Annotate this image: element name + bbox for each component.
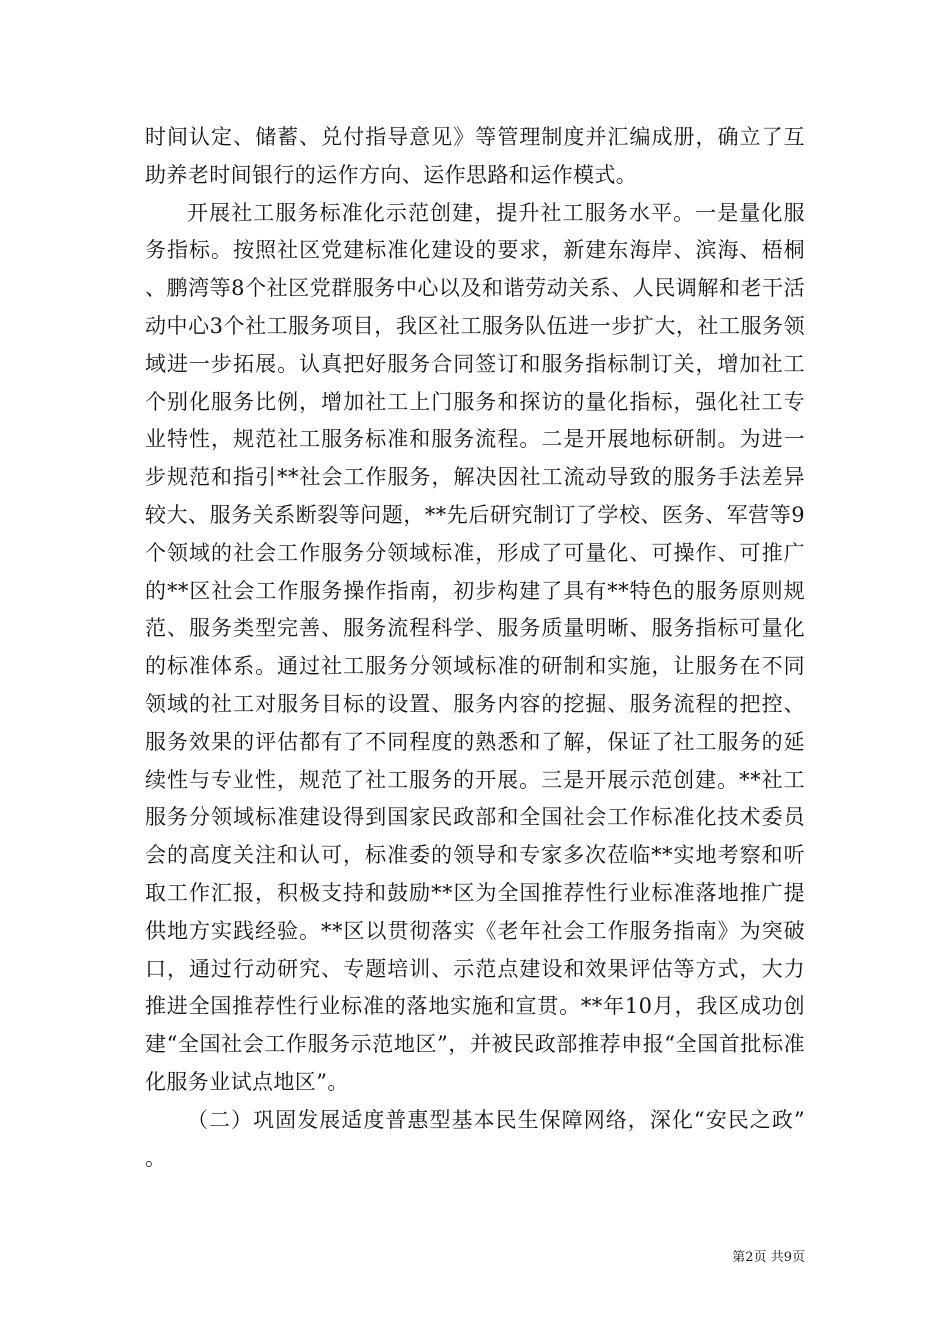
paragraph-continued: 时间认定、储蓄、兑付指导意见》等管理制度并汇编成册，确立了互助养老时间银行的运作方向、运作思路和运作模式。 (145, 125, 805, 187)
paragraph-social-work-standardization: 开展社工服务标准化示范创建，提升社工服务水平。一是量化服务指标。按照社区党建标准化建设的要求，新建东海岸、滨海、梧桐、鹏湾等8个社区党群服务中心以及和谐劳动关系、人民调解和老干活动中心3个社工服务项目，我区社工服务队伍进一步扩大，社工服务领域进一步拓展。认真把好服务合同签订和服务指标制订关，增加社工个别化服务比例，增加社工上门服务和探访的量化指标，强化社工专业特性，规范社工服务标准和服务流程。二是开展地标研制。为进一步规范和指引**社会工作服务，解决因社工流动导致的服务手法差异较大、服务关系断裂等问题，**先后研究制订了学校、医务、军营等9个领域的社会工作服务分领域标准，形成了可量化、可操作、可推广的**区社会工作服务操作指南，初步构建了具有**特色的服务原则规范、服务类型完善、服务流程科学、服务质量明晰、服务指标可量化的标准体系。通过社工服务分领域标准的研制和实施，让服务在不同领域的社工对服务目标的设置、服务内容的挖掘、服务流程的把控、服务效果的评估都有了不同程度的熟悉和了解，保证了社工服务的延续性与专业性，规范了社工服务的开展。三是开展示范创建。**社工服务分领域标准建设得到国家民政部和全国社会工作标准化技术委员会的高度关注和认可，标准委的领导和专家多次莅临**实地考察和听取工作汇报，积极支持和鼓励**区为全国推荐性行业标准落地推广提供地方实践经验。**区以贯彻落实《老年社会工作服务指南》为突破口，通过行动研究、专题培训、示范点建设和效果评估等方式，大力推进全国推荐性行业标准的落地实施和宣贯。**年10月，我区成功创建“全国社会工作服务示范地区”，并被民政部推荐申报“全国首批标准化服务业试点地区”。 (145, 200, 805, 1094)
footer-prefix: 第 (732, 1250, 746, 1265)
section-heading-2: （二）巩固发展适度普惠型基本民生保障网络，深化“安民之政”。 (145, 1107, 805, 1170)
footer-total-pages: 9 (783, 1250, 792, 1265)
page-footer (732, 1250, 805, 1266)
footer-current-page: 2 (745, 1250, 754, 1265)
body-text (145, 119, 805, 1177)
footer-suffix: 页 (791, 1250, 805, 1265)
footer-middle: 页 共 (753, 1250, 784, 1265)
